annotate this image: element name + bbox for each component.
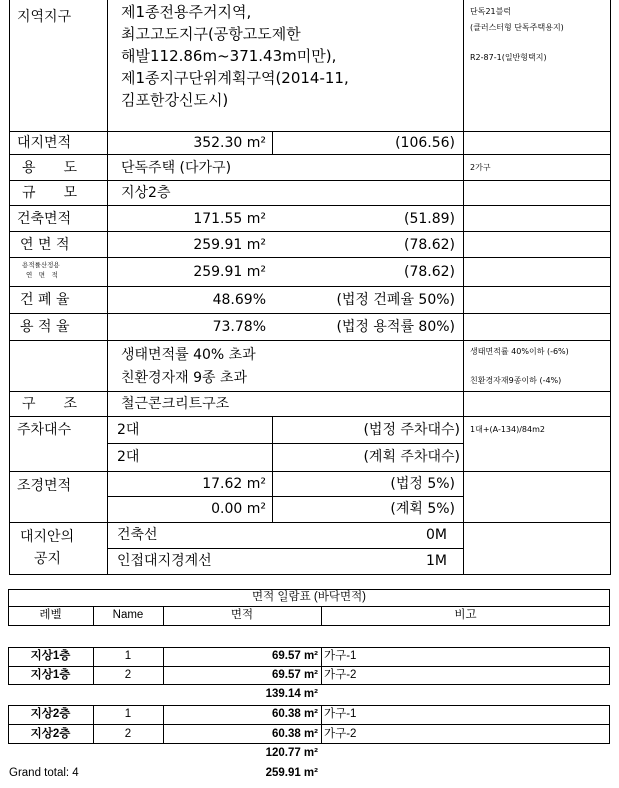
use-note: 2가구: [470, 163, 491, 172]
site-area-value: 352.30 m²: [193, 135, 266, 151]
parking-legal-desc: (법정 주차대수): [363, 422, 460, 438]
scale-value: 지상2층: [121, 185, 171, 201]
schedule-header-area: 면적: [230, 609, 254, 621]
bcr-label: 건 폐 율: [20, 292, 70, 308]
zoning-line-4: 제1종지구단위계획구역(2014-11,: [121, 69, 349, 87]
subtotal-floor-2: 120.77 m²: [265, 747, 318, 759]
schedule-title: 면적 일람표 (바닥면적): [251, 591, 367, 603]
building-line-value: 0M: [426, 527, 447, 543]
building-area-label: 건축면적: [17, 211, 72, 227]
row-name: 1: [124, 708, 132, 720]
zoning-line-3: 해발112.86m~371.43m미만),: [121, 47, 337, 65]
far-floor-area-value: 259.91 m²: [193, 264, 266, 280]
zoning-line-5: 김포한강신도시): [121, 91, 229, 109]
far-legal: (법정 용적률 80%): [336, 319, 455, 335]
far-floor-area-label-2: 연 면 적: [26, 271, 58, 279]
subtotal-floor-1: 139.14 m²: [265, 688, 318, 700]
eco-area-text: 생태면적률 40% 초과: [121, 347, 256, 363]
far-floor-area-label-1: 용적률산정용: [22, 261, 60, 269]
zoning-note-block: 단독21블럭: [470, 7, 512, 16]
site-area-label: 대지면적: [17, 135, 72, 151]
row-level: 지상1층: [30, 669, 71, 681]
parking-label: 주차대수: [17, 422, 72, 438]
use-value: 단독주택 (다가구): [121, 160, 232, 176]
parking-note: 1대+(A-134)/84m2: [470, 425, 545, 434]
far-value: 73.78%: [212, 319, 266, 335]
vacant-land-label-2: 공지: [34, 551, 62, 567]
scale-label: 규 모: [22, 185, 78, 201]
landscape-legal-desc: (법정 5%): [390, 476, 455, 492]
landscape-plan-desc: (계획 5%): [390, 501, 455, 517]
row-remark: 가구-2: [324, 669, 357, 681]
schedule-header-name: Name: [112, 609, 144, 621]
adjacent-boundary-label: 인접대지경계선: [117, 553, 212, 569]
adjacent-boundary-value: 1M: [426, 553, 447, 569]
row-remark: 가구-1: [324, 650, 357, 662]
grand-total-label: Grand total: 4: [9, 767, 79, 779]
bcr-legal: (법정 건폐율 50%): [336, 292, 455, 308]
row-level: 지상2층: [30, 728, 71, 740]
row-remark: 가구-1: [324, 708, 357, 720]
eco-material-text: 친환경자재 9종 초과: [121, 370, 247, 386]
row-area: 69.57 m²: [271, 650, 318, 662]
far-label: 용 적 율: [20, 319, 70, 335]
grand-total-value: 259.91 m²: [265, 767, 318, 779]
row-name: 1: [124, 650, 132, 662]
far-floor-area-pyeong: (78.62): [403, 264, 455, 280]
site-area-pyeong: (106.56): [395, 135, 455, 151]
row-name: 2: [124, 728, 132, 740]
parking-legal-value: 2대: [117, 422, 140, 438]
zoning-note-lot: R2-87-1(일반형택지): [470, 53, 547, 62]
zoning-label: 지역지구: [17, 9, 72, 25]
building-area-pyeong: (51.89): [403, 211, 455, 227]
vacant-land-label-1: 대지안의: [20, 529, 75, 545]
eco-area-note: 생태면적률 40%이하 (-6%): [470, 347, 569, 356]
row-area: 60.38 m²: [271, 708, 318, 720]
landscape-legal-value: 17.62 m²: [202, 476, 266, 492]
bcr-value: 48.69%: [212, 292, 266, 308]
row-area: 60.38 m²: [271, 728, 318, 740]
row-name: 2: [124, 669, 132, 681]
zoning-line-1: 제1종전용주거지역,: [121, 3, 252, 21]
eco-material-note: 친환경자재9종이하 (-4%): [470, 376, 562, 385]
building-line-label: 건축선: [117, 527, 158, 543]
use-label: 용 도: [22, 160, 78, 176]
row-level: 지상2층: [30, 708, 71, 720]
parking-plan-value: 2대: [117, 449, 140, 465]
landscape-label: 조경면적: [17, 478, 72, 494]
structure-value: 철근콘크리트구조: [121, 396, 230, 412]
building-area-value: 171.55 m²: [193, 211, 266, 227]
row-area: 69.57 m²: [271, 669, 318, 681]
structure-label: 구 조: [22, 396, 78, 412]
schedule-header-remark: 비고: [454, 609, 477, 621]
zoning-line-2: 최고고도지구(공항고도제한: [121, 25, 301, 43]
row-level: 지상1층: [30, 650, 71, 662]
total-floor-area-value: 259.91 m²: [193, 237, 266, 253]
parking-plan-desc: (계획 주차대수): [363, 449, 460, 465]
zoning-note-type: (클러스터형 단독주택용지): [470, 23, 564, 32]
total-floor-area-pyeong: (78.62): [403, 237, 455, 253]
row-remark: 가구-2: [324, 728, 357, 740]
landscape-plan-value: 0.00 m²: [211, 501, 266, 517]
schedule-header-level: 레벨: [39, 609, 62, 621]
total-floor-area-label: 연 면 적: [20, 237, 70, 253]
